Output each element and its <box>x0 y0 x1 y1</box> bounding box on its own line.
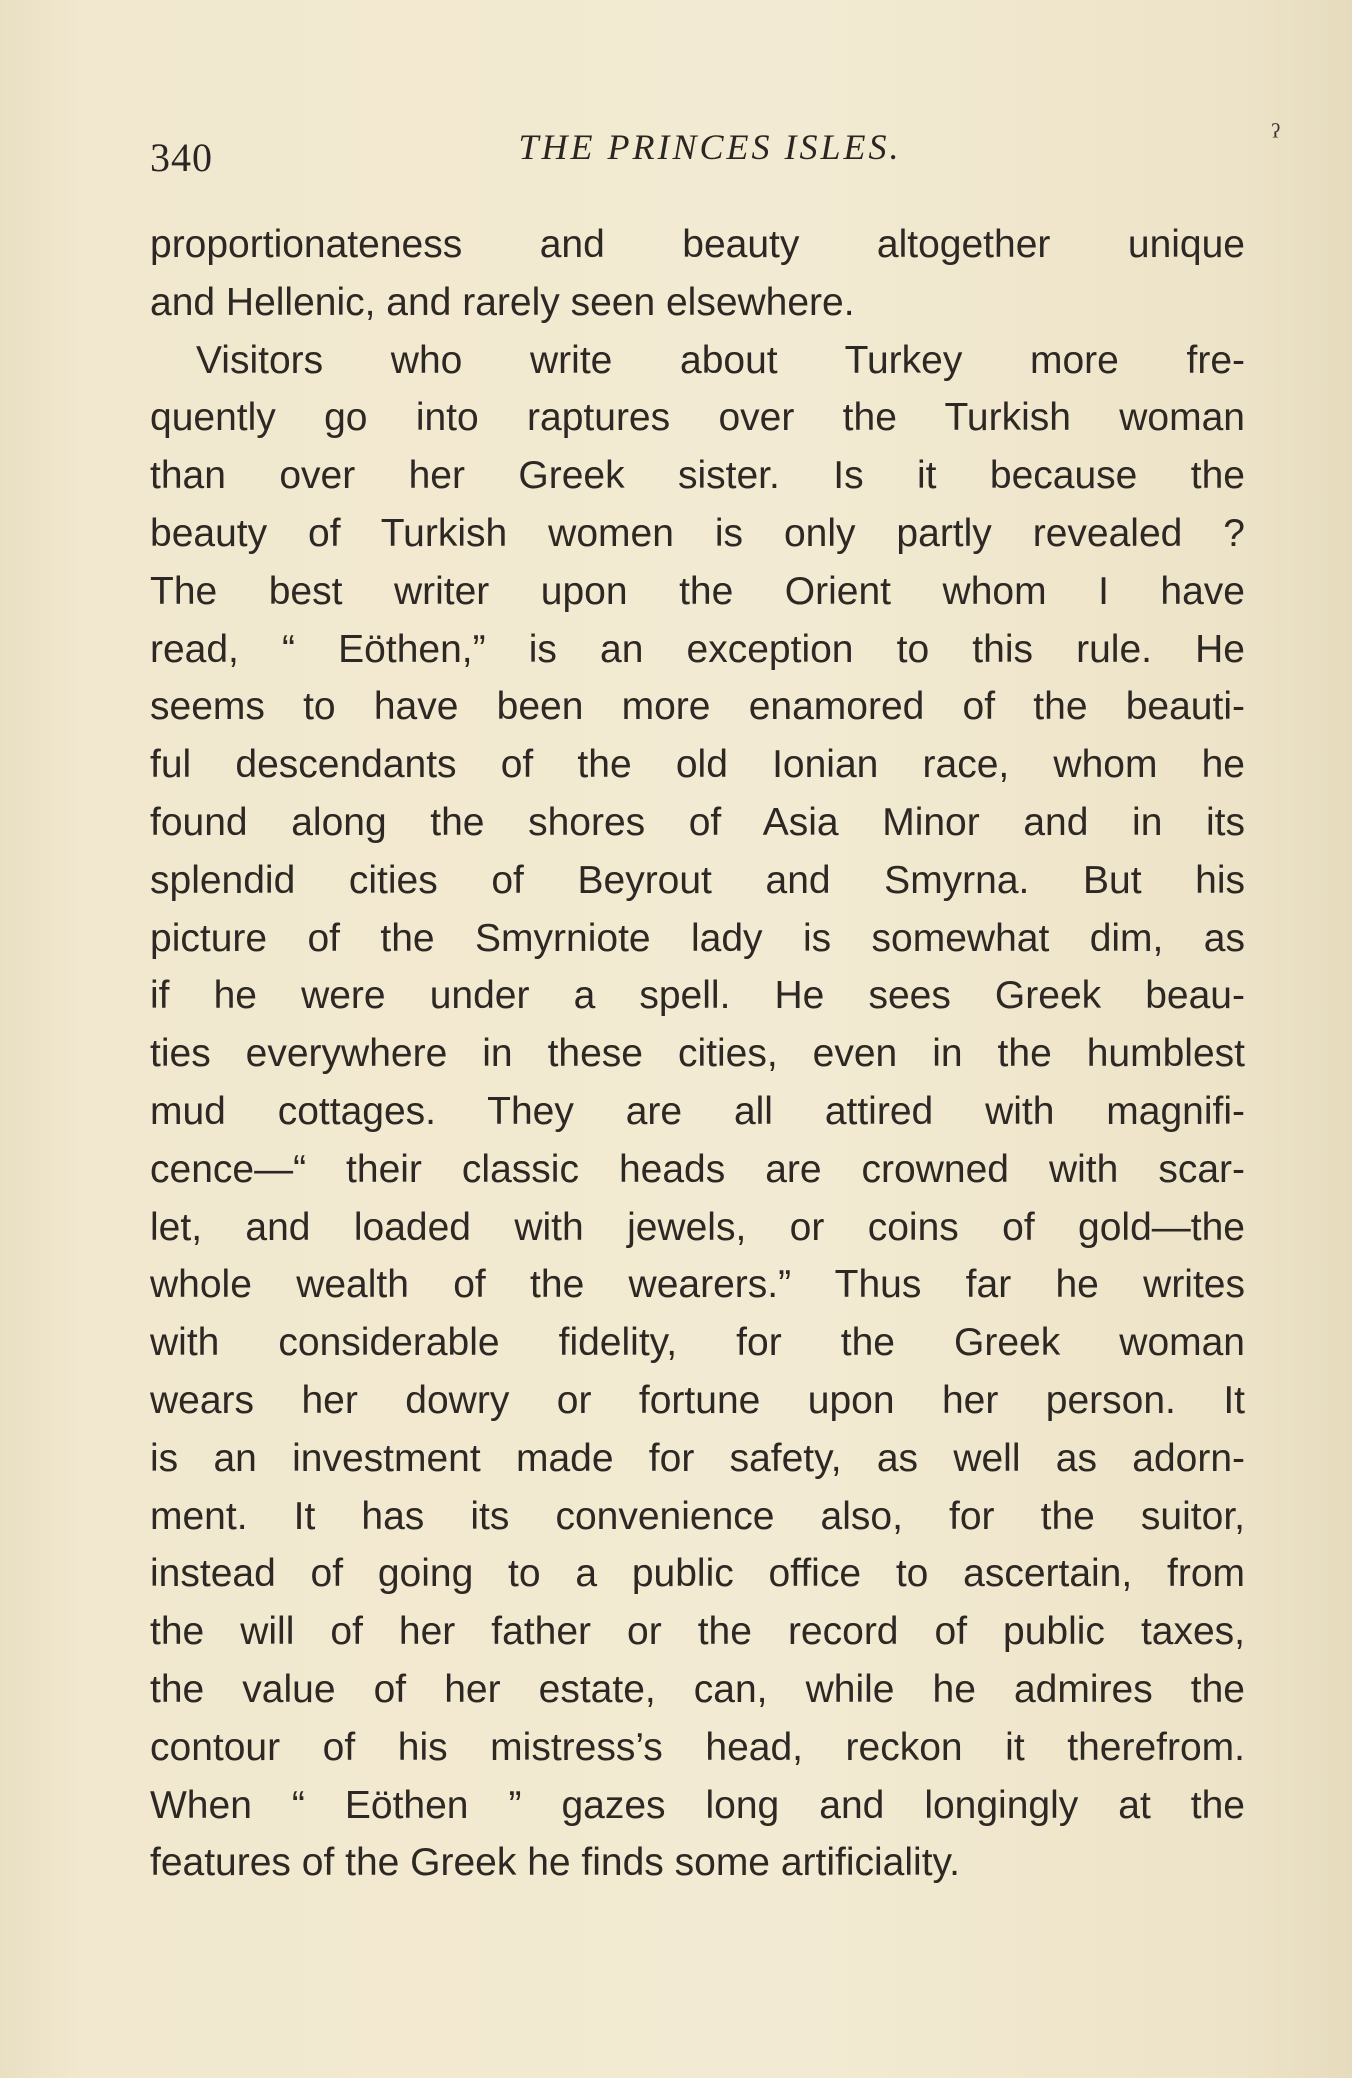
running-title: THE PRINCES ISLES. <box>518 127 902 167</box>
page-number: 340 <box>150 135 213 180</box>
text-line: splendid cities of Beyrout and Smyrna. But his <box>150 858 1245 902</box>
text-line: mud cottages. They are all attired with magnifi- <box>150 1089 1245 1133</box>
text-line: let, and loaded with jewels, or coins of gold—the <box>150 1205 1245 1249</box>
text-line: is an investment made for safety, as well as adorn- <box>150 1436 1245 1480</box>
text-line: and Hellenic, and rarely seen elsewhere. <box>150 280 855 324</box>
text-line: quently go into raptures over the Turkish woman <box>150 396 1245 440</box>
text-line: instead of going to a public office to ascertain, from <box>150 1552 1245 1596</box>
text-line: if he were under a spell. He sees Greek beau- <box>150 974 1245 1018</box>
body-text <box>150 216 1245 1892</box>
text-line: wears her dowry or fortune upon her person. It <box>150 1378 1245 1422</box>
text-line: the value of her estate, can, while he admires the <box>150 1667 1245 1711</box>
text-line: ful descendants of the old Ionian race, whom he <box>150 743 1245 787</box>
text-line: cence—“ their classic heads are crowned with scar- <box>150 1147 1245 1191</box>
text-line: picture of the Smyrniote lady is somewhat dim, as <box>150 916 1245 960</box>
text-line: contour of his mistress’s head, reckon it therefrom. <box>150 1725 1245 1769</box>
text-line: beauty of Turkish women is only partly revealed ? <box>150 511 1245 555</box>
text-line: found along the shores of Asia Minor and in its <box>150 800 1245 844</box>
text-line: The best writer upon the Orient whom I have <box>150 569 1245 613</box>
text-line: whole wealth of the wearers.” Thus far he writes <box>150 1263 1245 1307</box>
text-line: proportionateness and beauty altogether unique <box>150 223 1245 266</box>
text-line: features of the Greek he finds some artificiality. <box>150 1841 960 1885</box>
text-line: the will of her father or the record of public taxes, <box>150 1610 1245 1654</box>
running-head <box>150 118 1280 186</box>
text-line: read, “ Eöthen,” is an exception to this rule. He <box>150 627 1245 671</box>
text-line: than over her Greek sister. Is it because the <box>150 454 1245 498</box>
text-line: Visitors who write about Turkey more fre- <box>196 338 1245 382</box>
text-line: When “ Eöthen ” gazes long and longingly at the <box>150 1783 1245 1827</box>
text-line: with considerable fidelity, for the Greek woman <box>150 1321 1245 1365</box>
text-line: ment. It has its convenience also, for the suitor, <box>150 1494 1245 1538</box>
text-line: ties everywhere in these cities, even in the humblest <box>150 1032 1245 1076</box>
corner-mark: ˀ <box>1271 118 1280 155</box>
text-line: seems to have been more enamored of the beauti- <box>150 685 1245 729</box>
